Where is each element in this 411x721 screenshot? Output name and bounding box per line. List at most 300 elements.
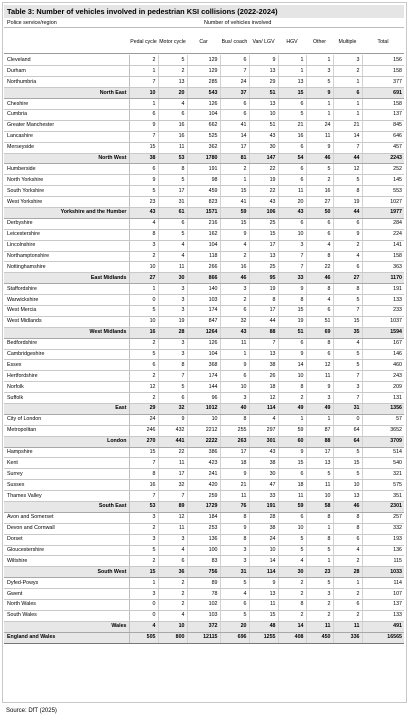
cell-value: 49 — [306, 404, 333, 415]
cell-value: 15 — [333, 458, 362, 469]
row-label: Northamptonshire — [4, 251, 129, 262]
cell-value: 6 — [129, 360, 158, 371]
cell-value: 4 — [278, 556, 306, 567]
cell-value: 12 — [306, 360, 333, 371]
cell-value: 5 — [220, 610, 249, 621]
cell-value: 126 — [187, 338, 220, 349]
table-row — [4, 55, 404, 66]
cell-value: 3 — [129, 534, 158, 545]
cell-value: 33 — [249, 491, 278, 502]
cell-value: 12 — [158, 512, 187, 523]
cell-value: 243 — [362, 371, 404, 382]
cell-value: 7 — [333, 371, 362, 382]
cell-value: 158 — [362, 251, 404, 262]
cell-value: 53 — [129, 502, 158, 513]
cell-value: 9 — [220, 523, 249, 534]
cell-value: 14 — [220, 131, 249, 142]
cell-value: 5 — [333, 349, 362, 360]
cell-value: 5 — [306, 545, 333, 556]
cell-value: 87 — [306, 425, 333, 436]
table-row — [4, 131, 404, 142]
cell-value: 60 — [278, 436, 306, 447]
cell-value: 7 — [158, 491, 187, 502]
cell-value: 35 — [333, 327, 362, 338]
cell-value: 19 — [158, 316, 187, 327]
cell-value: 2 — [129, 556, 158, 567]
cell-value: 22 — [306, 262, 333, 273]
cell-value: 8 — [278, 295, 306, 306]
table-row — [4, 360, 404, 371]
table-row — [4, 458, 404, 469]
cell-value: 1 — [129, 99, 158, 110]
cell-value: 1 — [129, 66, 158, 77]
cell-value: 691 — [362, 88, 404, 99]
row-label: Nottinghamshire — [4, 262, 129, 273]
cell-value: 5 — [158, 229, 187, 240]
cell-value: 216 — [187, 218, 220, 229]
cell-value: 2 — [129, 251, 158, 262]
cell-value: 4 — [158, 251, 187, 262]
row-label: Leicestershire — [4, 229, 129, 240]
cell-value: 1571 — [187, 207, 220, 218]
column-header-4: Van/ LGV — [252, 38, 275, 45]
cell-value: 136 — [362, 545, 404, 556]
cell-value: 115 — [362, 556, 404, 567]
table-row — [4, 120, 404, 131]
cell-value: 662 — [187, 120, 220, 131]
row-label: Devon and Cornwall — [4, 523, 129, 534]
cell-value: 4 — [249, 414, 278, 425]
cell-value: 756 — [187, 567, 220, 578]
row-label: Cleveland — [4, 55, 129, 66]
cell-value: 553 — [362, 186, 404, 197]
cell-value: 4 — [158, 240, 187, 251]
cell-value: 1 — [220, 175, 249, 186]
cell-value: 6 — [158, 218, 187, 229]
cell-value: 2 — [278, 393, 306, 404]
table-row — [4, 578, 404, 589]
cell-value: 191 — [362, 284, 404, 295]
cell-value: 22 — [249, 164, 278, 175]
cell-value: 3 — [306, 589, 333, 600]
cell-value: 3 — [220, 545, 249, 556]
table-row — [4, 512, 404, 523]
cell-value: 15 — [129, 142, 158, 153]
cell-value: 8 — [249, 295, 278, 306]
cell-value: 823 — [187, 197, 220, 208]
cell-value: 5 — [158, 175, 187, 186]
cell-value: 7 — [333, 305, 362, 316]
cell-value: 1729 — [187, 502, 220, 513]
cell-value: 40 — [220, 404, 249, 415]
row-label: Merseyside — [4, 142, 129, 153]
cell-value: 33 — [278, 273, 306, 284]
cell-value: 1 — [333, 77, 362, 88]
cell-value: 8 — [129, 469, 158, 480]
cell-value: 5 — [158, 55, 187, 66]
row-label: South West — [4, 567, 129, 578]
table-row — [4, 316, 404, 327]
row-label: Hertfordshire — [4, 371, 129, 382]
cell-value: 51 — [306, 316, 333, 327]
row-label: East — [4, 404, 129, 415]
cell-value: 7 — [129, 458, 158, 469]
cell-value: 252 — [362, 164, 404, 175]
cell-value: 6 — [333, 262, 362, 273]
cell-value: 6 — [333, 534, 362, 545]
cell-value: 11 — [220, 491, 249, 502]
cell-value: 29 — [129, 404, 158, 415]
cell-value: 1356 — [362, 404, 404, 415]
cell-value: 11 — [306, 480, 333, 491]
row-label: Cambridgeshire — [4, 349, 129, 360]
cell-value: 114 — [362, 578, 404, 589]
cell-value: 3 — [129, 240, 158, 251]
cell-value: 368 — [187, 360, 220, 371]
cell-value: 184 — [187, 512, 220, 523]
cell-value: 30 — [278, 567, 306, 578]
region-subtotal-row — [4, 88, 404, 99]
cell-value: 4 — [306, 295, 333, 306]
cell-value: 15 — [220, 186, 249, 197]
cell-value: 11 — [306, 131, 333, 142]
row-label: Bedfordshire — [4, 338, 129, 349]
cell-value: 7 — [129, 131, 158, 142]
cell-value: 321 — [362, 469, 404, 480]
cell-value: 46 — [333, 502, 362, 513]
cell-value: 10 — [187, 414, 220, 425]
cell-value: 10 — [278, 371, 306, 382]
row-label: Wiltshire — [4, 556, 129, 567]
cell-value: 505 — [129, 632, 158, 643]
cell-value: 28 — [158, 327, 187, 338]
table-row — [4, 589, 404, 600]
row-label: Essex — [4, 360, 129, 371]
cell-value: 158 — [362, 66, 404, 77]
cell-value: 46 — [306, 153, 333, 164]
table-row — [4, 600, 404, 611]
cell-value: 9 — [129, 175, 158, 186]
region-subtotal-row — [4, 404, 404, 415]
cell-value: 129 — [187, 55, 220, 66]
cell-value: 457 — [362, 142, 404, 153]
cell-value: 2 — [158, 66, 187, 77]
cell-value: 27 — [129, 273, 158, 284]
cell-value: 4 — [333, 251, 362, 262]
cell-value: 126 — [187, 99, 220, 110]
region-subtotal-row — [4, 273, 404, 284]
cell-value: 7 — [249, 338, 278, 349]
row-label: Greater Manchester — [4, 120, 129, 131]
row-label: East Midlands — [4, 273, 129, 284]
cell-value: 8 — [306, 338, 333, 349]
cell-value: 3 — [129, 589, 158, 600]
cell-value: 17 — [306, 447, 333, 458]
cell-value: 3 — [220, 284, 249, 295]
cell-value: 5 — [306, 164, 333, 175]
cell-value: 106 — [249, 207, 278, 218]
cell-value: 1594 — [362, 327, 404, 338]
cell-value: 2243 — [362, 153, 404, 164]
column-header-8: Total — [377, 38, 389, 45]
cell-value: 9 — [306, 88, 333, 99]
cell-value: 4 — [306, 240, 333, 251]
cell-value: 30 — [249, 142, 278, 153]
cell-value: 81 — [220, 153, 249, 164]
row-label: Lancashire — [4, 131, 129, 142]
cell-value: 64 — [333, 425, 362, 436]
cell-value: 5 — [129, 349, 158, 360]
cell-value: 1255 — [249, 632, 278, 643]
cell-value: 59 — [278, 502, 306, 513]
cell-value: 8 — [158, 360, 187, 371]
cell-value: 11 — [158, 142, 187, 153]
cell-value: 1 — [306, 99, 333, 110]
cell-value: 17 — [249, 305, 278, 316]
cell-value: 16 — [158, 120, 187, 131]
cell-value: 51 — [249, 120, 278, 131]
cell-value: 8 — [220, 414, 249, 425]
row-label: London — [4, 436, 129, 447]
cell-value: 2 — [278, 610, 306, 621]
cell-value: 7 — [129, 77, 158, 88]
cell-value: 9 — [129, 120, 158, 131]
cell-value: 9 — [306, 142, 333, 153]
region-subtotal-row — [4, 436, 404, 447]
cell-value: 6 — [220, 55, 249, 66]
cell-value: 1 — [278, 55, 306, 66]
cell-value: 696 — [220, 632, 249, 643]
cell-value: 43 — [129, 207, 158, 218]
cell-value: 6 — [129, 164, 158, 175]
cell-value: 88 — [306, 436, 333, 447]
cell-value: 432 — [158, 425, 187, 436]
cell-value: 15 — [333, 316, 362, 327]
table-row — [4, 66, 404, 77]
cell-value: 20 — [158, 88, 187, 99]
cell-value: 48 — [249, 621, 278, 632]
cell-value: 2222 — [187, 436, 220, 447]
column-header-1: Motor cycle — [159, 38, 186, 45]
cell-value: 19 — [278, 316, 306, 327]
cell-value: 845 — [362, 120, 404, 131]
cell-value: 7 — [278, 262, 306, 273]
cell-value: 11 — [158, 458, 187, 469]
row-label: Sussex — [4, 480, 129, 491]
cell-value: 336 — [333, 632, 362, 643]
cell-value: 21 — [333, 120, 362, 131]
table-row — [4, 338, 404, 349]
cell-value: 19 — [249, 284, 278, 295]
table-subheader — [4, 19, 404, 28]
column-header-row — [4, 29, 404, 54]
table-row — [4, 305, 404, 316]
cell-value: 4 — [220, 240, 249, 251]
cell-value: 10 — [158, 621, 187, 632]
cell-value: 41 — [220, 120, 249, 131]
cell-value: 22 — [158, 447, 187, 458]
cell-value: 2 — [278, 578, 306, 589]
table-row — [4, 295, 404, 306]
cell-value: 15 — [249, 610, 278, 621]
cell-value: 3 — [278, 240, 306, 251]
cell-value: 30 — [249, 469, 278, 480]
cell-value: 53 — [158, 153, 187, 164]
cell-value: 57 — [362, 414, 404, 425]
cell-value: 8 — [306, 284, 333, 295]
cell-value: 2212 — [187, 425, 220, 436]
cell-value: 386 — [187, 447, 220, 458]
cell-value: 146 — [362, 349, 404, 360]
cell-value: 8 — [278, 600, 306, 611]
cell-value: 259 — [187, 491, 220, 502]
cell-value: 14 — [278, 360, 306, 371]
cell-value: 4 — [129, 218, 158, 229]
cell-value: 11 — [249, 600, 278, 611]
row-label: Lincolnshire — [4, 240, 129, 251]
cell-value: 2 — [158, 589, 187, 600]
cell-value: 114 — [249, 567, 278, 578]
row-label: Derbyshire — [4, 218, 129, 229]
cell-value: 1 — [278, 66, 306, 77]
cell-value: 3 — [158, 534, 187, 545]
cell-value: 19 — [249, 175, 278, 186]
cell-value: 3 — [220, 556, 249, 567]
cell-value: 191 — [249, 502, 278, 513]
cell-value: 800 — [158, 632, 187, 643]
cell-value: 9 — [333, 229, 362, 240]
row-label: Dyfed-Powys — [4, 578, 129, 589]
cell-value: 5 — [278, 545, 306, 556]
cell-value: 6 — [220, 371, 249, 382]
table-row — [4, 99, 404, 110]
cell-value: 13 — [249, 589, 278, 600]
cell-value: 4 — [333, 545, 362, 556]
cell-value: 5 — [333, 360, 362, 371]
cell-value: 88 — [249, 327, 278, 338]
cell-value: 7 — [333, 393, 362, 404]
cell-value: 162 — [187, 229, 220, 240]
cell-value: 2 — [333, 610, 362, 621]
row-label: North East — [4, 88, 129, 99]
cell-value: 423 — [187, 458, 220, 469]
cell-value: 43 — [278, 207, 306, 218]
cell-value: 646 — [362, 131, 404, 142]
row-label: Kent — [4, 458, 129, 469]
cell-value: 847 — [187, 316, 220, 327]
cell-value: 9 — [306, 382, 333, 393]
cell-value: 9 — [278, 349, 306, 360]
cell-value: 8 — [158, 164, 187, 175]
cell-value: 3 — [158, 338, 187, 349]
cell-value: 20 — [220, 621, 249, 632]
table-row — [4, 447, 404, 458]
cell-value: 19 — [333, 197, 362, 208]
cell-value: 10 — [278, 229, 306, 240]
cell-value: 5 — [278, 109, 306, 120]
grand-total-row — [4, 632, 404, 643]
cell-value: 2 — [158, 578, 187, 589]
cell-value: 18 — [220, 458, 249, 469]
cell-value: 233 — [362, 305, 404, 316]
cell-value: 51 — [278, 327, 306, 338]
cell-value: 263 — [220, 436, 249, 447]
cell-value: 7 — [333, 142, 362, 153]
cell-value: 257 — [362, 512, 404, 523]
cell-value: 1 — [278, 414, 306, 425]
cell-value: 44 — [333, 153, 362, 164]
cell-value: 8 — [333, 284, 362, 295]
row-label: Cheshire — [4, 99, 129, 110]
cell-value: 6 — [158, 393, 187, 404]
cell-value: 4 — [158, 99, 187, 110]
cell-value: 7 — [158, 371, 187, 382]
cell-value: 5 — [333, 447, 362, 458]
cell-value: 6 — [278, 175, 306, 186]
table-row — [4, 218, 404, 229]
cell-value: 5 — [333, 175, 362, 186]
cell-value: 441 — [158, 436, 187, 447]
cell-value: 7 — [220, 66, 249, 77]
cell-value: 6 — [278, 99, 306, 110]
cell-value: 450 — [306, 632, 333, 643]
table-row — [4, 545, 404, 556]
cell-value: 9 — [220, 229, 249, 240]
cell-value: 38 — [249, 458, 278, 469]
cell-value: 131 — [362, 393, 404, 404]
cell-value: 5 — [220, 578, 249, 589]
cell-value: 2 — [220, 295, 249, 306]
cell-value: 13 — [278, 77, 306, 88]
cell-value: 3 — [306, 393, 333, 404]
cell-value: 3 — [158, 295, 187, 306]
row-label: Yorkshire and the Humber — [4, 207, 129, 218]
cell-value: 27 — [306, 197, 333, 208]
cell-value: 11 — [278, 491, 306, 502]
cell-value: 575 — [362, 480, 404, 491]
cell-value: 12 — [129, 382, 158, 393]
region-subtotal-row — [4, 502, 404, 513]
cell-value: 543 — [187, 88, 220, 99]
table-row — [4, 229, 404, 240]
cell-value: 11 — [278, 186, 306, 197]
table-row — [4, 109, 404, 120]
cell-value: 8 — [278, 382, 306, 393]
cell-value: 174 — [187, 305, 220, 316]
cell-value: 16 — [129, 480, 158, 491]
row-label: North Wales — [4, 600, 129, 611]
cell-value: 5 — [129, 545, 158, 556]
cell-value: 24 — [249, 534, 278, 545]
cell-value: 6 — [333, 218, 362, 229]
cell-value: 6 — [306, 349, 333, 360]
table-row — [4, 534, 404, 545]
cell-value: 2 — [129, 523, 158, 534]
cell-value: 4 — [158, 545, 187, 556]
cell-value: 27 — [333, 273, 362, 284]
cell-value: 28 — [333, 567, 362, 578]
cell-value: 17 — [220, 142, 249, 153]
column-header-0: Pedal cycle — [130, 38, 157, 45]
table-row — [4, 491, 404, 502]
cell-value: 6 — [220, 109, 249, 120]
cell-value: 408 — [278, 632, 306, 643]
cell-value: 241 — [187, 469, 220, 480]
cell-value: 147 — [249, 153, 278, 164]
cell-value: 6 — [333, 88, 362, 99]
cell-value: 460 — [362, 360, 404, 371]
cell-value: 5 — [129, 186, 158, 197]
